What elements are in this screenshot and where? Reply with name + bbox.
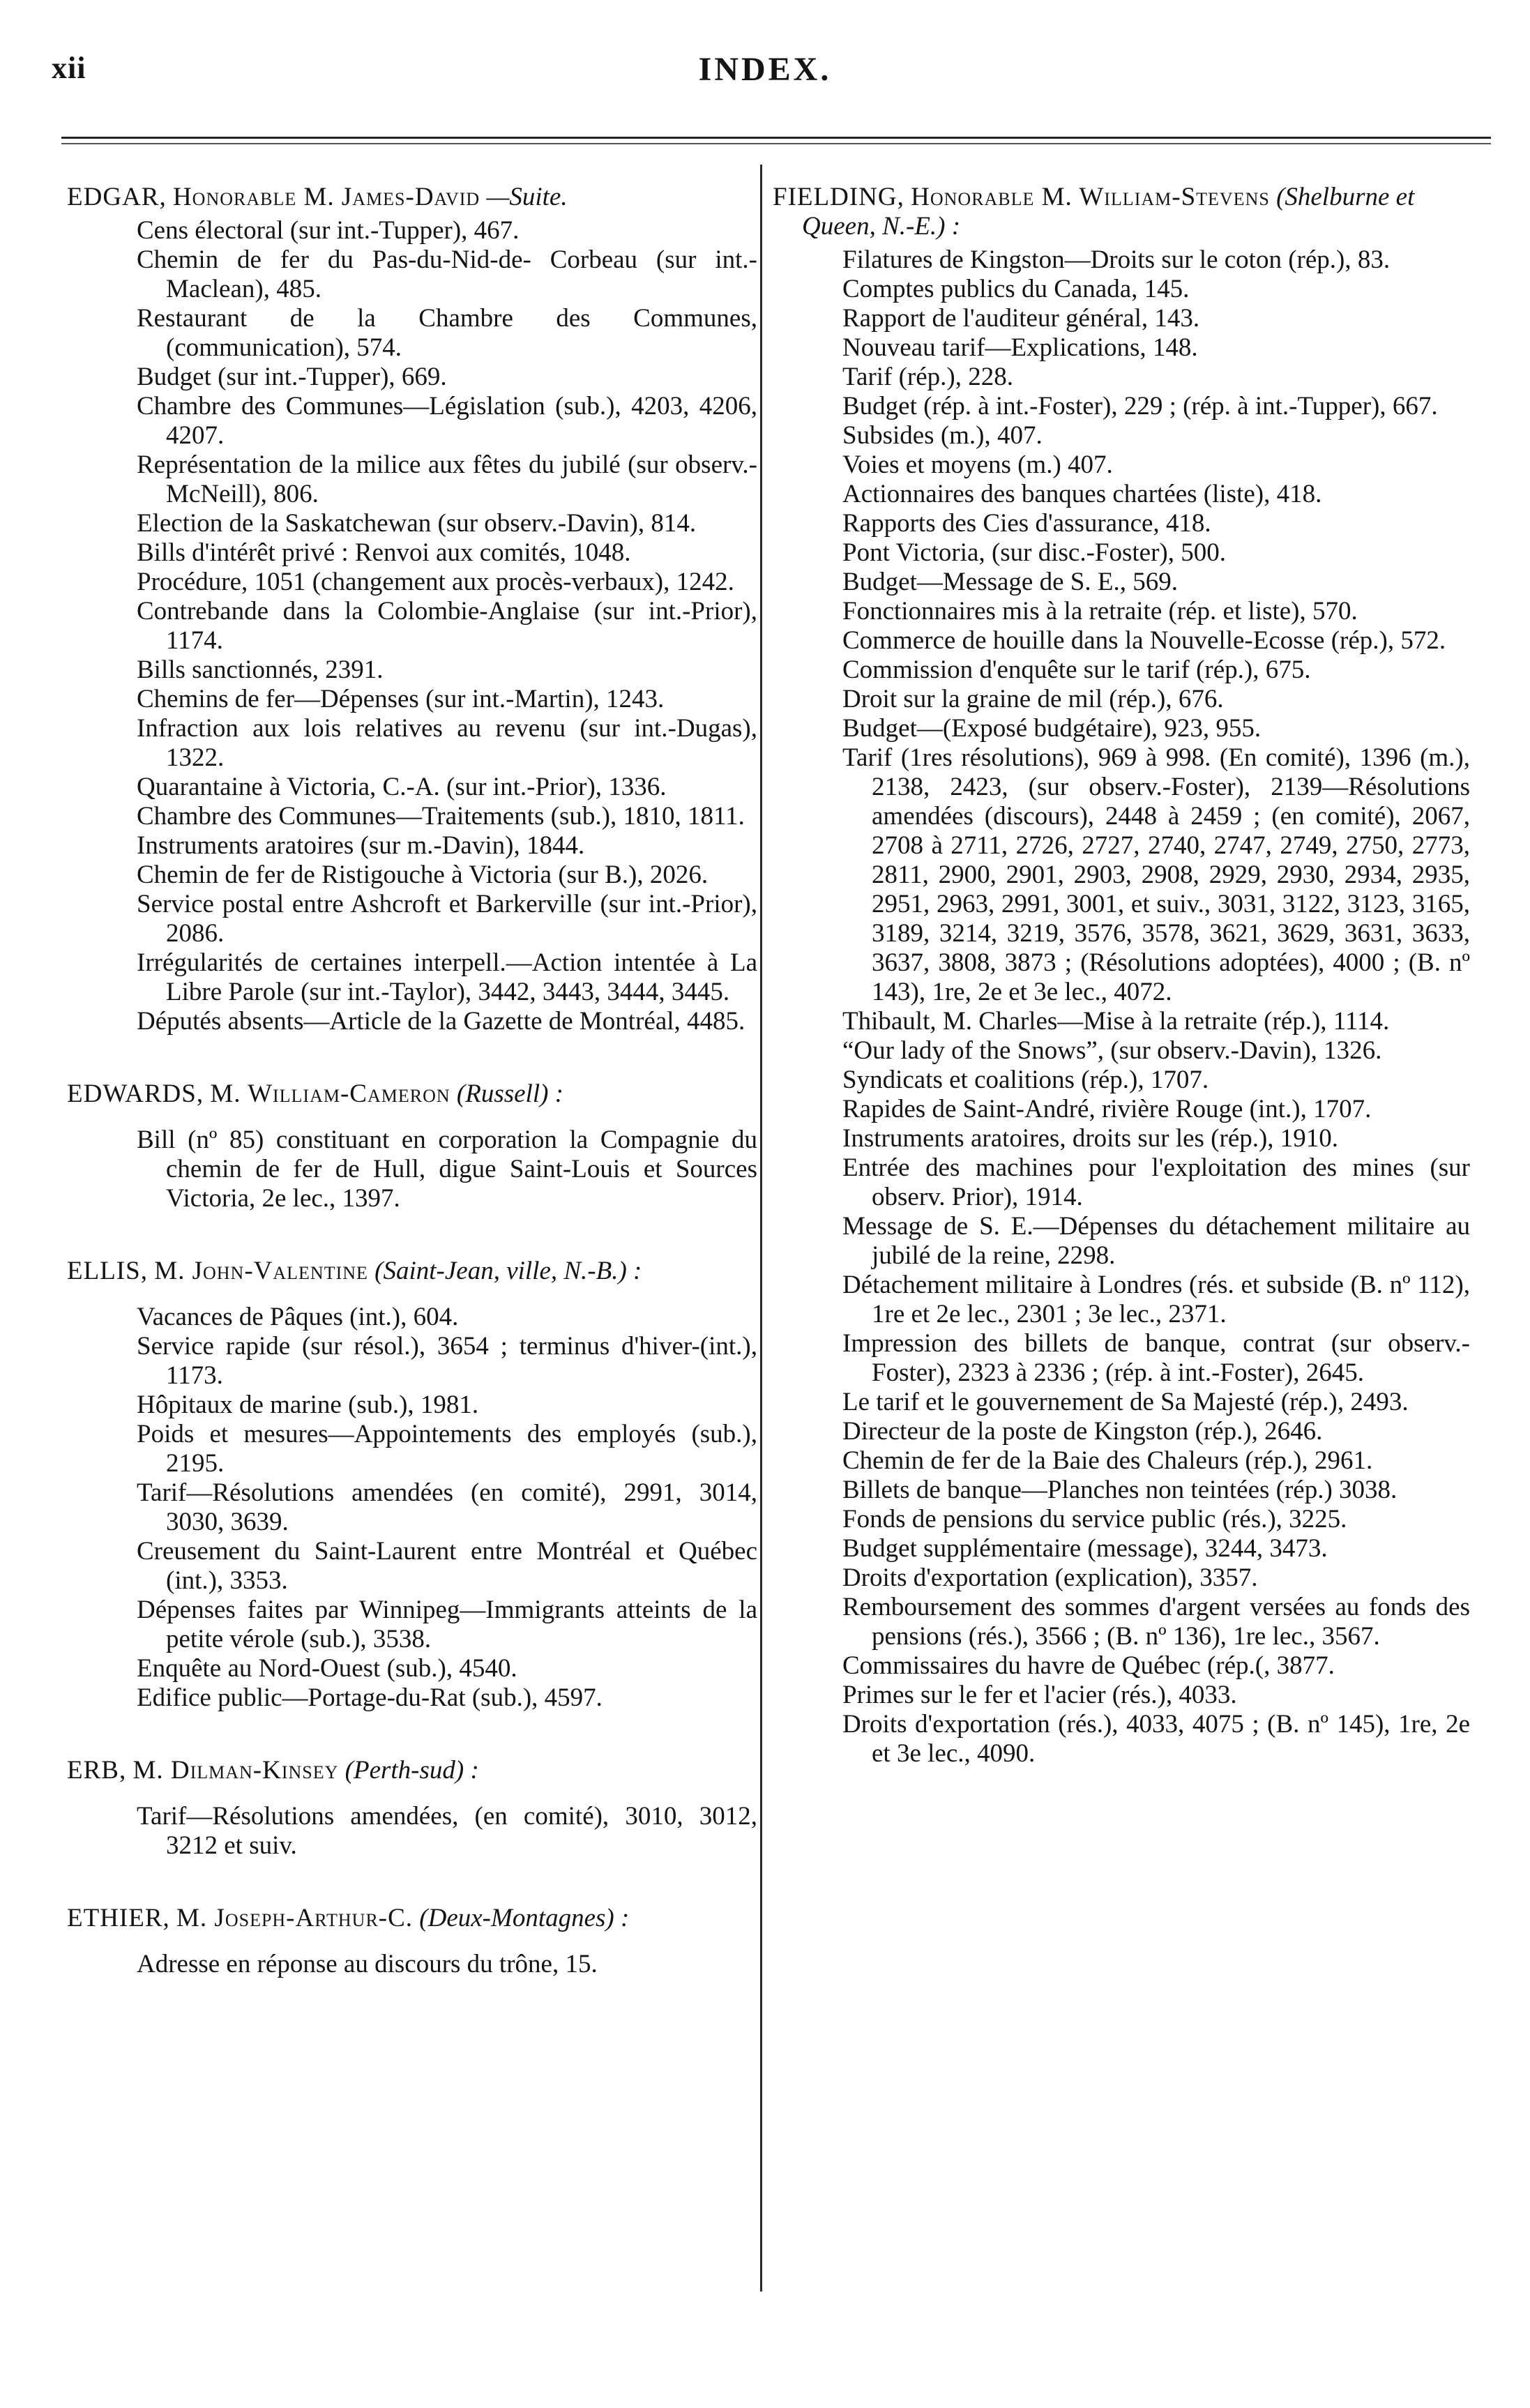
member-riding: (Saint-Jean, ville, N.-B.) : [374, 1257, 642, 1285]
member-riding: —Suite. [486, 183, 568, 211]
header-rule [61, 137, 1491, 146]
index-item: Adresse en réponse au discours du trône, 15. [137, 1950, 598, 1978]
index-entry [67, 1257, 757, 1713]
index-item: Budget (sur int.-Tupper), 669. [137, 363, 447, 391]
index-item: Tarif—Résolutions amendées, (en comité), 3010, 3012, 3212 et suiv. [137, 1802, 757, 1860]
page-header [0, 50, 1530, 106]
index-item: Edifice public—Portage-du-Rat (sub.), 4597. [137, 1683, 603, 1712]
index-item: Entrée des machines pour l'exploitation des mines (sur observ. Prior), 1914. [842, 1153, 1470, 1211]
member-surname: EDGAR, [67, 183, 167, 211]
index-item: Le tarif et le gouvernement de Sa Majesté (rép.), 2493. [842, 1388, 1409, 1416]
page-number: xii [52, 51, 86, 85]
index-item: Représentation de la milice aux fêtes du jubilé (sur observ.-McNeill), 806. [137, 450, 757, 508]
entry-heading [773, 183, 1470, 241]
index-item: Directeur de la poste de Kingston (rép.), 2646. [842, 1417, 1323, 1446]
index-entry [67, 1080, 757, 1213]
member-title-name: M. Joseph-Arthur-C. [176, 1904, 414, 1932]
index-item: Fonds de pensions du service public (rés.), 3225. [842, 1505, 1347, 1534]
index-item: Tarif—Résolutions amendées (en comité), 2991, 3014, 3030, 3639. [137, 1478, 757, 1536]
index-item: Billets de banque—Planches non teintées (rép.) 3038. [842, 1476, 1398, 1504]
index-item: Commissaires du havre de Québec (rép.(, 3877. [842, 1651, 1335, 1680]
index-item: Infraction aux lois relatives au revenu (sur int.-Dugas), 1322. [137, 714, 757, 772]
member-surname: EDWARDS, [67, 1080, 204, 1108]
index-item: Impression des billets de banque, contrat (sur observ.-Foster), 2323 à 2336 ; (rép. à int.-Foster), 2645. [842, 1329, 1470, 1387]
index-entry [773, 183, 1470, 1769]
index-item: Budget supplémentaire (message), 3244, 3473. [842, 1534, 1328, 1563]
index-item: “Our lady of the Snows”, (sur observ.-Davin), 1326. [842, 1036, 1382, 1065]
index-item: Budget—(Exposé budgétaire), 923, 955. [842, 714, 1262, 743]
right-column [773, 183, 1470, 1812]
index-item: Bill (nº 85) constituant en corporation la Compagnie du chemin de fer de Hull, digue Saint-Louis et Sources Victoria, 2e lec., 1397. [137, 1126, 757, 1213]
column-divider [760, 165, 762, 2292]
index-item: Message de S. E.—Dépenses du détachement militaire au jubilé de la reine, 2298. [842, 1212, 1470, 1270]
index-item: Rapports des Cies d'assurance, 418. [842, 509, 1211, 538]
index-item: Service postal entre Ashcroft et Barkerville (sur int.-Prior), 2086. [137, 890, 757, 948]
index-item: Dépenses faites par Winnipeg—Immigrants atteints de la petite vérole (sub.), 3538. [137, 1596, 757, 1653]
index-item: Nouveau tarif—Explications, 148. [842, 333, 1198, 362]
index-item: Tarif (rép.), 228. [842, 363, 1013, 391]
member-surname: ERB, [67, 1756, 127, 1785]
index-item: Poids et mesures—Appointements des employés (sub.), 2195. [137, 1420, 757, 1478]
member-riding: (Deux-Montagnes) : [419, 1904, 630, 1932]
member-title-name: M. William-Cameron [210, 1080, 450, 1108]
index-item: Primes sur le fer et l'acier (rés.), 4033. [842, 1681, 1237, 1709]
index-item: Remboursement des sommes d'argent versées au fonds des pensions (rés.), 3566 ; (B. nº 136), 1re lec., 3567. [842, 1593, 1470, 1651]
index-item: Cens électoral (sur int.-Tupper), 467. [137, 216, 520, 245]
index-item: Droits d'exportation (explication), 3357. [842, 1563, 1258, 1592]
index-item: Voies et moyens (m.) 407. [842, 450, 1113, 479]
entry-heading [67, 1904, 757, 1933]
left-column [67, 183, 757, 2022]
index-item: Vacances de Pâques (int.), 604. [137, 1303, 459, 1331]
index-item: Irrégularités de certaines interpell.—Action intentée à La Libre Parole (sur int.-Taylor), 3442, 3443, 3444, 3445. [137, 948, 757, 1006]
index-item: Instruments aratoires (sur m.-Davin), 1844. [137, 831, 585, 860]
index-item: Creusement du Saint-Laurent entre Montréal et Québec (int.), 3353. [137, 1537, 757, 1595]
index-item: Pont Victoria, (sur disc.-Foster), 500. [842, 538, 1226, 567]
index-item: Rapport de l'auditeur général, 143. [842, 304, 1200, 333]
member-title-name: M. John-Valentine [154, 1257, 368, 1285]
entry-heading [67, 183, 757, 212]
index-item: Tarif (1res résolutions), 969 à 998. (En comité), 1396 (m.), 2138, 2423, (sur observ.-Foster), 2139—Résolutions amendées (discours), 2448 à 2459 ; (en comité), 2067, 2708 à 2711, 2726, 2727, 2740, 2747, 2749, 2750, 2773, 2811, 2900, 2901, 2903, 2908, 2929, 2930, 2934, 2935, 2951, 2963, 2991, 3001, et suiv., 3031, 3122, 3123, 3165, 3189, 3214, 3219, 3576, 3578, 3621, 3629, 3631, 3633, 3637, 3808, 3873 ; (Résolutions adoptées), 4000 ; (B. nº 143), 1re, 2e et 3e lec., 4072. [842, 743, 1470, 1006]
index-item: Rapides de Saint-André, rivière Rouge (int.), 1707. [842, 1095, 1372, 1123]
member-title-name: M. Dilman-Kinsey [132, 1756, 339, 1785]
index-entry [67, 183, 757, 1036]
member-title-name: Honorable M. James-David [172, 183, 480, 211]
index-item: Restaurant de la Chambre des Communes, (communication), 574. [137, 304, 757, 362]
index-item: Commerce de houille dans la Nouvelle-Ecosse (rép.), 572. [842, 626, 1446, 655]
member-riding: (Russell) : [456, 1080, 564, 1108]
index-item: Thibault, M. Charles—Mise à la retraite (rép.), 1114. [842, 1007, 1390, 1036]
index-item: Procédure, 1051 (changement aux procès-verbaux), 1242. [137, 568, 734, 596]
index-item: Droit sur la graine de mil (rép.), 676. [842, 685, 1224, 713]
index-item: Bills d'intérêt privé : Renvoi aux comités, 1048. [137, 538, 631, 567]
page-title: INDEX. [698, 51, 832, 88]
index-item: Budget—Message de S. E., 569. [842, 568, 1178, 596]
index-item: Fonctionnaires mis à la retraite (rép. et liste), 570. [842, 597, 1358, 626]
index-item: Comptes publics du Canada, 145. [842, 275, 1190, 303]
index-entry [67, 1904, 757, 1979]
index-item: Contrebande dans la Colombie-Anglaise (sur int.-Prior), 1174. [137, 597, 757, 655]
index-item: Chemin de fer de la Baie des Chaleurs (rép.), 2961. [842, 1446, 1373, 1475]
index-item: Chemins de fer—Dépenses (sur int.-Martin), 1243. [137, 685, 665, 713]
index-item: Filatures de Kingston—Droits sur le coton (rép.), 83. [842, 245, 1391, 274]
index-item: Droits d'exportation (rés.), 4033, 4075 ; (B. nº 145), 1re, 2e et 3e lec., 4090. [842, 1710, 1470, 1768]
member-surname: ETHIER, [67, 1904, 170, 1932]
index-item: Chambre des Communes—Traitements (sub.), 1810, 1811. [137, 802, 745, 831]
index-item: Chemin de fer de Ristigouche à Victoria (sur B.), 2026. [137, 861, 709, 889]
member-riding: (Perth-sud) : [344, 1756, 479, 1785]
index-item: Hôpitaux de marine (sub.), 1981. [137, 1391, 479, 1419]
entry-heading [67, 1080, 757, 1109]
index-item: Chemin de fer du Pas-du-Nid-de- Corbeau (sur int.-Maclean), 485. [137, 245, 757, 303]
index-item: Subsides (m.), 407. [842, 421, 1043, 450]
member-surname: FIELDING, [773, 183, 904, 211]
index-entry [67, 1756, 757, 1861]
index-item: Bills sanctionnés, 2391. [137, 656, 384, 684]
index-item: Instruments aratoires, droits sur les (rép.), 1910. [842, 1124, 1339, 1153]
index-item: Enquête au Nord-Ouest (sub.), 4540. [137, 1654, 517, 1683]
index-item: Budget (rép. à int.-Foster), 229 ; (rép. à int.-Tupper), 667. [842, 392, 1438, 421]
entry-heading [67, 1756, 757, 1785]
index-item: Députés absents—Article de la Gazette de Montréal, 4485. [137, 1007, 745, 1036]
index-item: Syndicats et coalitions (rép.), 1707. [842, 1066, 1209, 1094]
index-item: Actionnaires des banques chartées (liste), 418. [842, 480, 1322, 508]
index-item: Quarantaine à Victoria, C.-A. (sur int.-Prior), 1336. [137, 773, 667, 801]
member-title-name: Honorable M. William-Stevens [911, 183, 1270, 211]
member-riding: (Shelburne et Queen, N.-E.) : [802, 183, 1415, 241]
index-item: Commission d'enquête sur le tarif (rép.), 675. [842, 656, 1311, 684]
member-surname: ELLIS, [67, 1257, 148, 1285]
entry-heading [67, 1257, 757, 1286]
index-item: Détachement militaire à Londres (rés. et subside (B. nº 112), 1re et 2e lec., 2301 ; 3e lec., 2371. [842, 1271, 1470, 1328]
index-item: Chambre des Communes—Législation (sub.), 4203, 4206, 4207. [137, 392, 757, 450]
index-item: Election de la Saskatchewan (sur observ.-Davin), 814. [137, 509, 697, 538]
index-item: Service rapide (sur résol.), 3654 ; terminus d'hiver-(int.), 1173. [137, 1332, 757, 1390]
